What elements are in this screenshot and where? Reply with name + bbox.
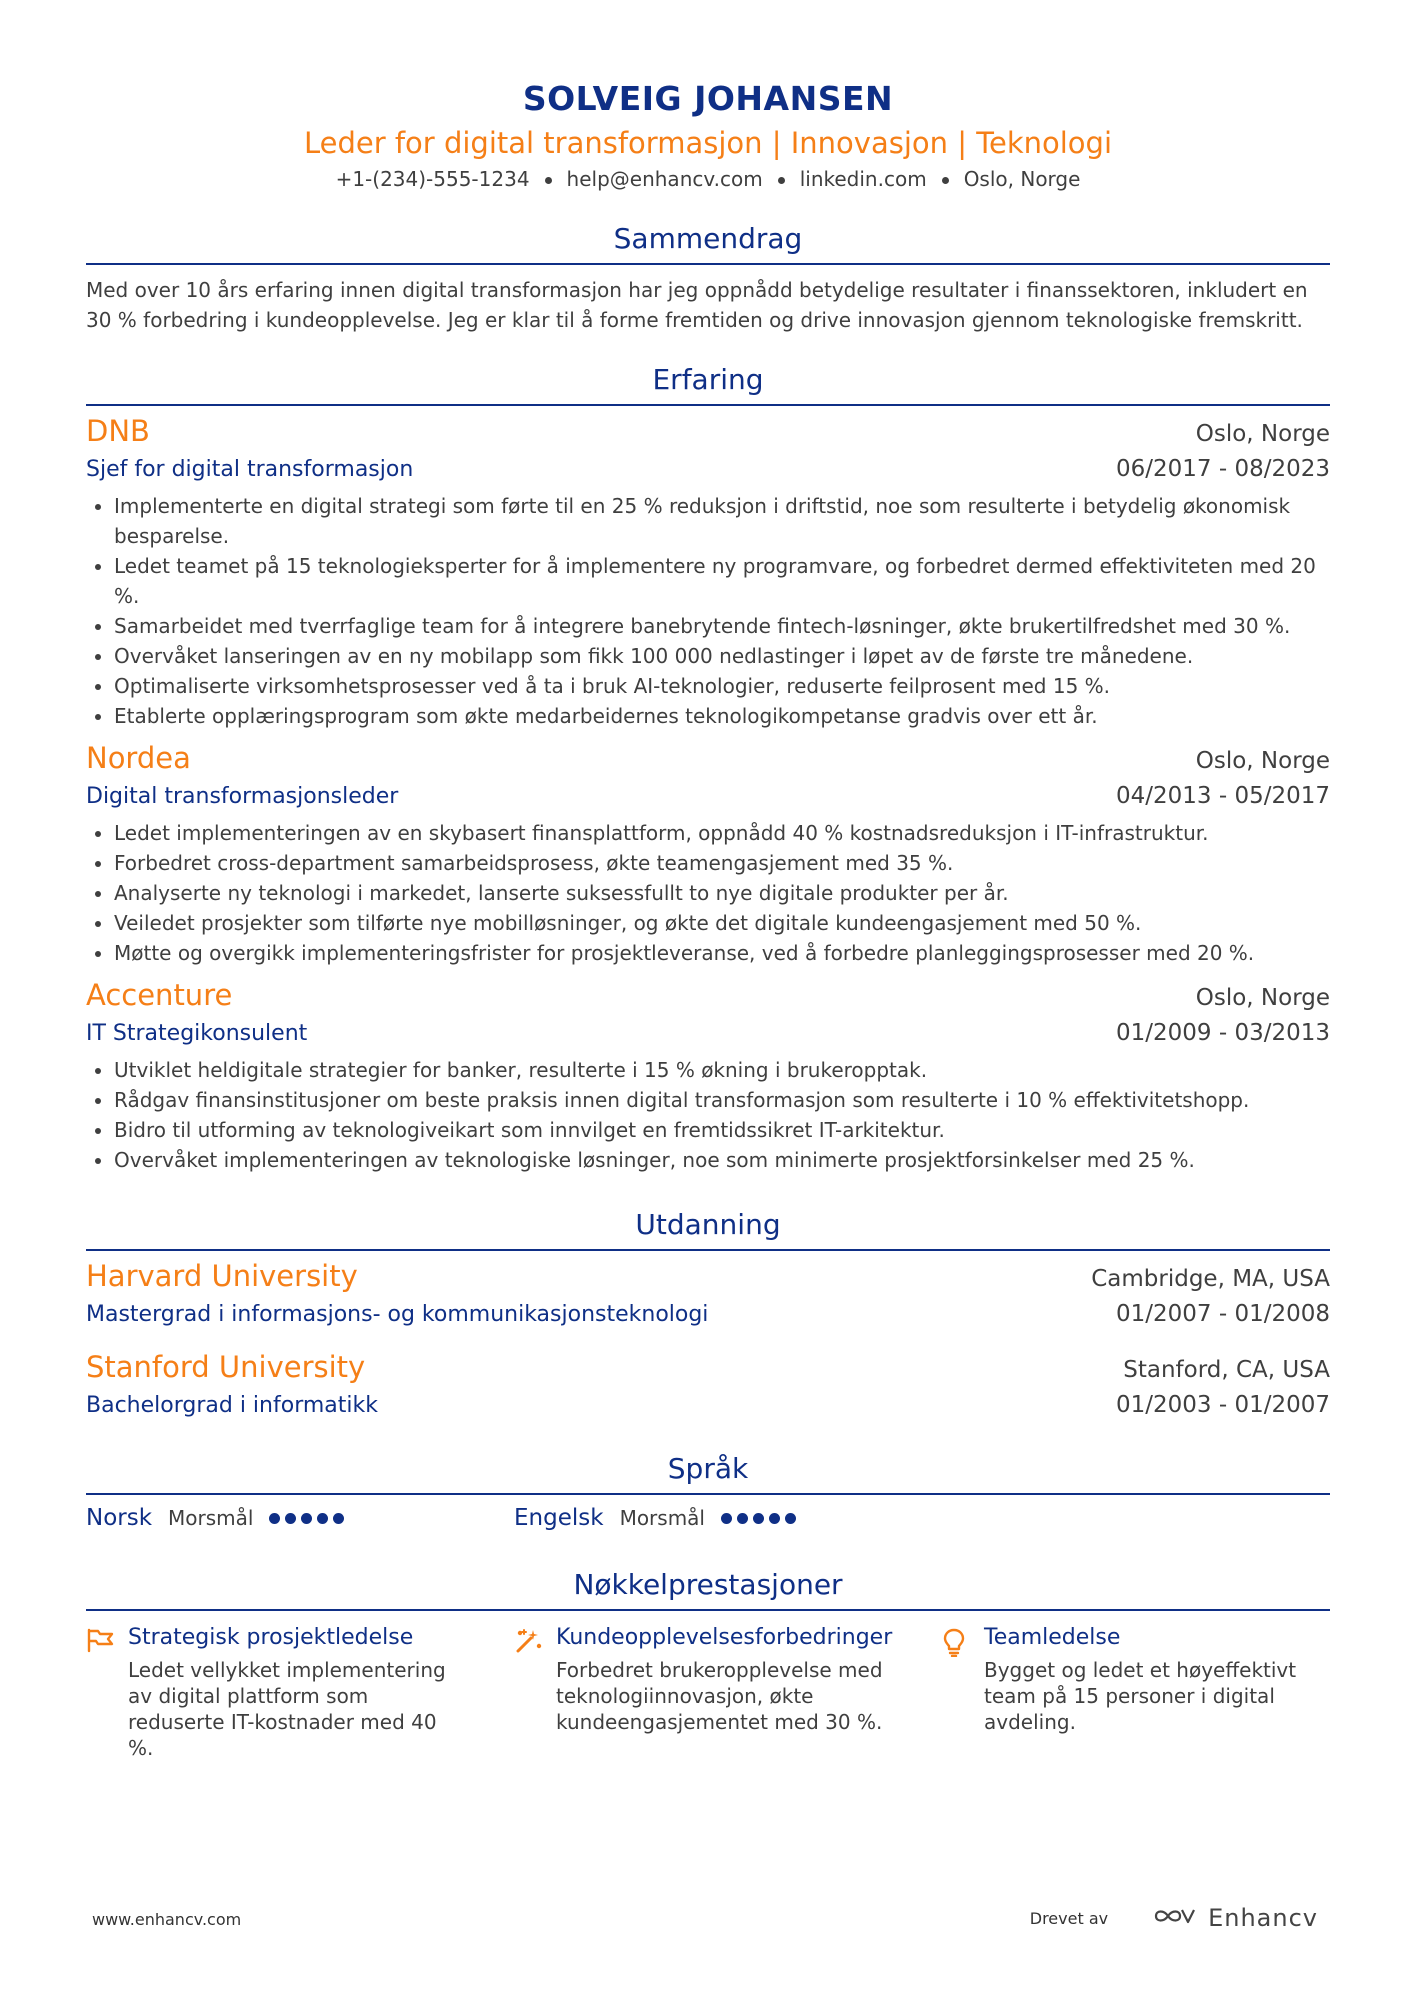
enhancv-logo-icon bbox=[1152, 1904, 1198, 1932]
job-entry bbox=[86, 739, 1330, 968]
summary-title: Sammendrag bbox=[86, 219, 1330, 265]
job-location: Oslo, Norge bbox=[1195, 748, 1330, 774]
job-bullets bbox=[86, 818, 1330, 968]
bullet-item: Implementerte en digital strategi som førte til en 25 % reduksjon i driftstid, noe som resulterte i betydelig økonomisk besparelse. bbox=[86, 491, 1330, 551]
achievement-title: Kundeopplevelsesforbedringer bbox=[556, 1625, 893, 1650]
education-title: Utdanning bbox=[86, 1205, 1330, 1251]
job-location: Oslo, Norge bbox=[1195, 985, 1330, 1011]
degree-name: Mastergrad i informasjons- og kommunikasjonsteknologi bbox=[86, 1302, 709, 1327]
bullet-item: Ledet teamet på 15 teknologieksperter for å implementere ny programvare, og forbedret dermed effektiviteten med 20 %. bbox=[86, 551, 1330, 611]
bullet-item: Utviklet heldigitale strategier for banker, resulterte i 15 % økning i brukeropptak. bbox=[86, 1055, 1330, 1085]
education-dates: 01/2003 - 01/2007 bbox=[1115, 1392, 1330, 1418]
languages-section bbox=[86, 1449, 1330, 1531]
bullet-item: Rådgav finansinstitusjoner om beste praksis innen digital transformasjon som resulterte i 10 % effektivitetshopp. bbox=[86, 1085, 1330, 1115]
summary-text: Med over 10 års erfaring innen digital transformasjon har jeg oppnådd betydelige resultater i finanssektoren, inkludert en 30 % forbedring i kundeopplevelse. Jeg er klar til å forme fremtiden og drive innovasjon gjennom teknologiske fremskritt. bbox=[86, 278, 1308, 332]
language-item bbox=[86, 1505, 514, 1531]
contact-line bbox=[86, 164, 1330, 194]
achievement-item bbox=[514, 1623, 942, 1761]
separator-dot bbox=[545, 177, 552, 184]
bullet-item: Optimaliserte virksomhetsprosesser ved å ta i bruk AI-teknologier, reduserte feilprosent med 15 %. bbox=[86, 671, 1330, 701]
achievement-item bbox=[942, 1623, 1322, 1761]
languages-title: Språk bbox=[86, 1449, 1330, 1495]
bullet-item: Etablerte opplæringsprogram som økte medarbeidernes teknologikompetanse gradvis over ett år. bbox=[86, 701, 1330, 731]
school-location: Cambridge, MA, USA bbox=[1091, 1266, 1330, 1292]
experience-section bbox=[86, 360, 1330, 1175]
achievement-title: Teamledelse bbox=[984, 1625, 1121, 1650]
footer-url-link[interactable]: www.enhancv.com bbox=[92, 1910, 242, 1929]
resume-header bbox=[86, 76, 1330, 194]
rating-dot bbox=[721, 1513, 732, 1524]
email-link[interactable]: help@enhancv.com bbox=[566, 167, 763, 191]
language-name: Norsk bbox=[86, 1505, 153, 1531]
education-entry bbox=[86, 1257, 1330, 1332]
achievements-section bbox=[86, 1565, 1330, 1761]
summary-section bbox=[86, 219, 1330, 335]
candidate-headline: Leder for digital transformasjon | Innovasjon | Teknologi bbox=[303, 126, 1113, 160]
job-role: IT Strategikonsulent bbox=[86, 1021, 308, 1046]
company-name: DNB bbox=[86, 414, 150, 448]
achievement-item bbox=[86, 1623, 514, 1761]
achievement-desc: Bygget og ledet et høyeffektivt team på 15 personer i digital avdeling. bbox=[984, 1658, 1297, 1734]
school-name: Stanford University bbox=[86, 1350, 366, 1384]
job-entry bbox=[86, 976, 1330, 1175]
degree-name: Bachelorgrad i informatikk bbox=[86, 1393, 378, 1418]
separator-dot bbox=[778, 177, 785, 184]
rating-dot bbox=[785, 1513, 796, 1524]
phone-text: +1-(234)-555-1234 bbox=[335, 167, 530, 191]
candidate-name: SOLVEIG JOHANSEN bbox=[522, 79, 894, 118]
experience-title: Erfaring bbox=[86, 360, 1330, 406]
linkedin-link[interactable]: linkedin.com bbox=[799, 167, 927, 191]
rating-dot bbox=[285, 1513, 296, 1524]
rating-dot bbox=[769, 1513, 780, 1524]
bullet-item: Ledet implementeringen av en skybasert finansplattform, oppnådd 40 % kostnadsreduksjon i IT-infrastruktur. bbox=[86, 818, 1330, 848]
powered-by-text: Drevet av bbox=[1029, 1908, 1109, 1928]
job-role: Digital transformasjonsleder bbox=[86, 784, 399, 809]
school-location: Stanford, CA, USA bbox=[1123, 1357, 1330, 1383]
language-rating bbox=[269, 1513, 344, 1524]
education-dates: 01/2007 - 01/2008 bbox=[1115, 1301, 1330, 1327]
rating-dot bbox=[317, 1513, 328, 1524]
job-bullets bbox=[86, 1055, 1330, 1175]
achievements-title: Nøkkelprestasjoner bbox=[86, 1565, 1330, 1611]
page-footer bbox=[92, 1904, 1318, 1936]
bullet-item: Overvåket lanseringen av en ny mobilapp som fikk 100 000 nedlastinger i løpet av de første tre månedene. bbox=[86, 641, 1330, 671]
rating-dot bbox=[333, 1513, 344, 1524]
education-section bbox=[86, 1205, 1330, 1423]
language-rating bbox=[721, 1513, 796, 1524]
separator-dot bbox=[942, 177, 949, 184]
language-level: Morsmål bbox=[168, 1506, 254, 1530]
bullet-item: Analyserte ny teknologi i markedet, lanserte suksessfullt to nye digitale produkter per år. bbox=[86, 878, 1330, 908]
rating-dot bbox=[753, 1513, 764, 1524]
language-level: Morsmål bbox=[619, 1506, 705, 1530]
achievement-desc: Ledet vellykket implementering av digital plattform som reduserte IT-kostnader med 40 %. bbox=[128, 1658, 446, 1760]
job-bullets bbox=[86, 491, 1330, 731]
bullet-item: Møtte og overgikk implementeringsfrister for prosjektleveranse, ved å forbedre planleggingsprosesser med 20 %. bbox=[86, 938, 1330, 968]
bullet-item: Bidro til utforming av teknologiveikart som innvilget en fremtidssikret IT-arkitektur. bbox=[86, 1115, 1330, 1145]
brand-name: Enhancv bbox=[1208, 1904, 1318, 1932]
achievement-title: Strategisk prosjektledelse bbox=[128, 1625, 414, 1650]
bullet-item: Forbedret cross-department samarbeidsprosess, økte teamengasjement med 35 %. bbox=[86, 848, 1330, 878]
rating-dot bbox=[269, 1513, 280, 1524]
company-name: Accenture bbox=[86, 978, 233, 1012]
location-text: Oslo, Norge bbox=[963, 167, 1081, 191]
job-entry bbox=[86, 412, 1330, 731]
language-item bbox=[514, 1505, 942, 1531]
job-dates: 04/2013 - 05/2017 bbox=[1115, 783, 1330, 809]
lightbulb-icon bbox=[942, 1623, 984, 1761]
job-dates: 01/2009 - 03/2013 bbox=[1115, 1020, 1330, 1046]
job-dates: 06/2017 - 08/2023 bbox=[1115, 456, 1330, 482]
flag-icon bbox=[86, 1623, 128, 1761]
language-name: Engelsk bbox=[514, 1505, 604, 1531]
magic-wand-icon bbox=[514, 1623, 556, 1761]
achievement-desc: Forbedret brukeropplevelse med teknologiinnovasjon, økte kundeengasjementet med 30 %. bbox=[556, 1658, 883, 1734]
footer-branding bbox=[1030, 1904, 1318, 1932]
resume-page bbox=[86, 76, 1330, 1761]
rating-dot bbox=[737, 1513, 748, 1524]
bullet-item: Samarbeidet med tverrfaglige team for å integrere banebrytende fintech-løsninger, økte brukertilfredshet med 30 %. bbox=[86, 611, 1330, 641]
bullet-item: Veiledet prosjekter som tilførte nye mobilløsninger, og økte det digitale kundeengasjement med 50 %. bbox=[86, 908, 1330, 938]
bullet-item: Overvåket implementeringen av teknologiske løsninger, noe som minimerte prosjektforsinkelser med 25 %. bbox=[86, 1145, 1330, 1175]
school-name: Harvard University bbox=[86, 1259, 358, 1293]
job-location: Oslo, Norge bbox=[1195, 421, 1330, 447]
education-entry bbox=[86, 1348, 1330, 1423]
rating-dot bbox=[301, 1513, 312, 1524]
company-name: Nordea bbox=[86, 741, 191, 775]
job-role: Sjef for digital transformasjon bbox=[86, 457, 414, 482]
